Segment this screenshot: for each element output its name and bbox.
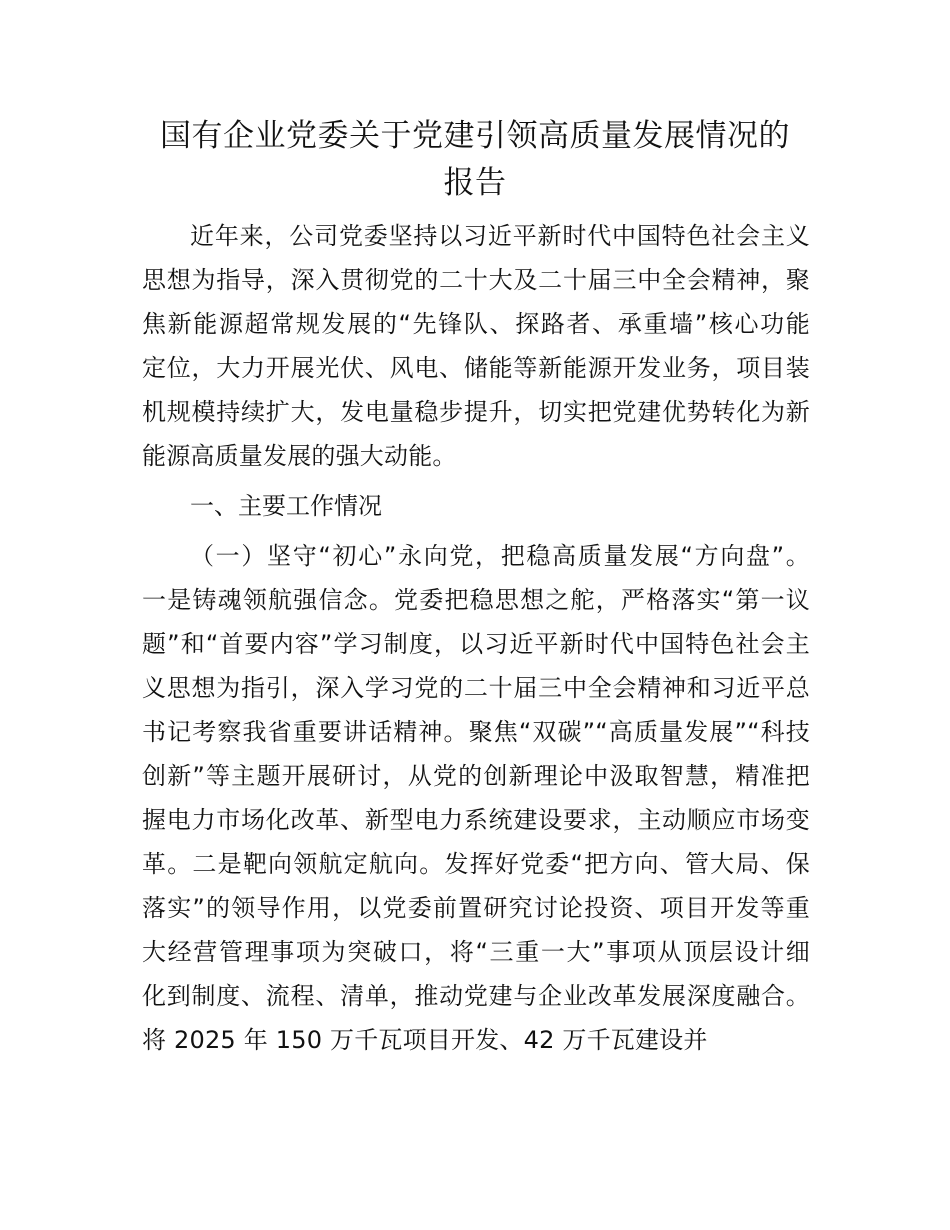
paragraph-2-line-4: 义思想为指引，深入学习党的二十届三中全会精神和习近平总 xyxy=(142,674,810,702)
paragraph-2-line-12: 将 2025 年 150 万千瓦项目开发、42 万千瓦建设并 xyxy=(142,1026,708,1054)
paragraph-1-line-3: 焦新能源超常规发展的“先锋队、探路者、承重墙”核心功能 xyxy=(142,310,810,338)
paragraph-1-line-6: 能源高质量发展的强大动能。 xyxy=(142,442,457,470)
document-title xyxy=(130,113,820,207)
title-line-1: 国有企业党委关于党建引领高质量发展情况的 xyxy=(160,118,790,154)
paragraph-2-line-10: 大经营管理事项为突破口，将“三重一大”事项从顶层设计细 xyxy=(142,938,810,966)
paragraph-1-line-2: 思想为指导，深入贯彻党的二十大及二十届三中全会精神，聚 xyxy=(142,266,810,294)
paragraph-2-line-3: 题”和“首要内容”学习制度，以习近平新时代中国特色社会主 xyxy=(142,630,810,658)
paragraph-2-line-5: 书记考察我省重要讲话精神。聚焦“双碳”“高质量发展”“科技 xyxy=(142,718,810,746)
title-line-2: 报告 xyxy=(443,165,507,201)
paragraph-2-line-7: 握电力市场化改革、新型电力系统建设要求，主动顺应市场变 xyxy=(142,806,810,834)
paragraph-1-line-4: 定位，大力开展光伏、风电、储能等新能源开发业务，项目装 xyxy=(142,354,810,382)
paragraph-2-line-11: 化到制度、流程、清单，推动党建与企业改革发展深度融合。 xyxy=(142,982,810,1010)
paragraph-1-line-1: 近年来，公司党委坚持以习近平新时代中国特色社会主义 xyxy=(190,222,810,250)
paragraph-2-line-6: 创新”等主题开展研讨，从党的创新理论中汲取智慧，精准把 xyxy=(142,762,810,790)
paragraph-1-line-5: 机规模持续扩大，发电量稳步提升，切实把党建优势转化为新 xyxy=(142,398,810,426)
paragraph-2-line-2: 一是铸魂领航强信念。党委把稳思想之舵，严格落实“第一议 xyxy=(142,586,810,614)
paragraph-2-line-1: （一）坚守“初心”永向党，把稳高质量发展“方向盘”。 xyxy=(190,542,810,570)
section-heading: 一、主要工作情况 xyxy=(190,492,382,520)
paragraph-2-line-9: 落实”的领导作用，以党委前置研究讨论投资、项目开发等重 xyxy=(142,894,810,922)
paragraph-2-line-8: 革。二是靶向领航定航向。发挥好党委“把方向、管大局、保 xyxy=(142,850,810,878)
